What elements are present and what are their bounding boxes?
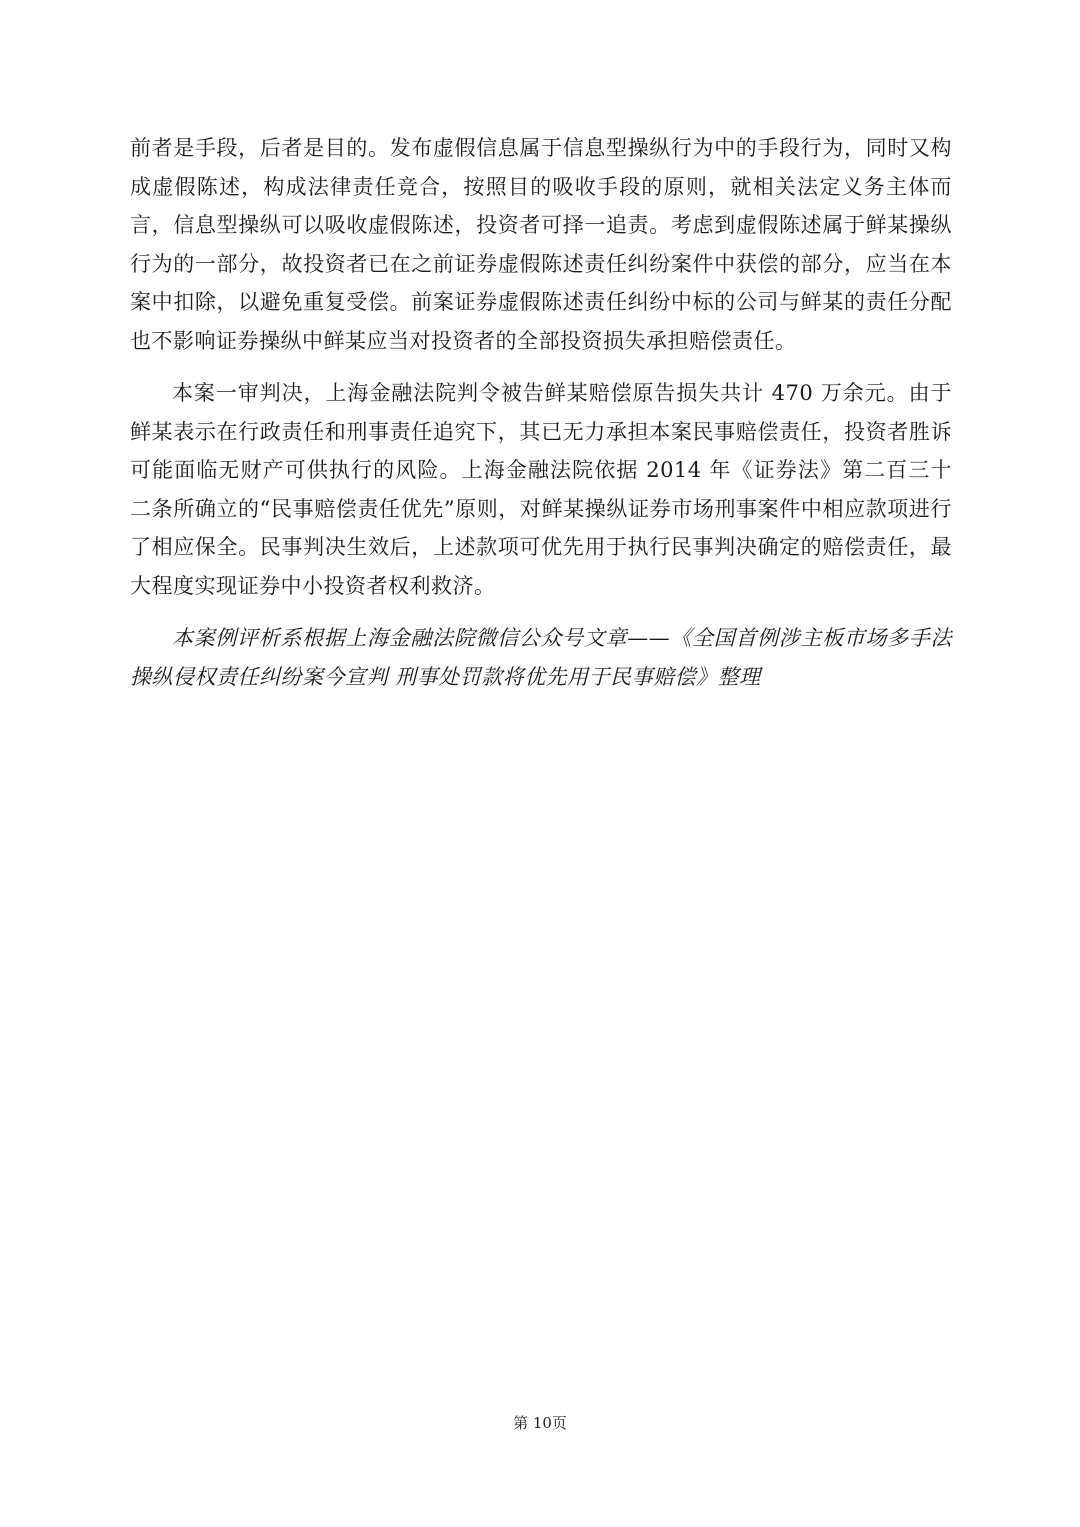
page-number: 第 10页 (513, 1414, 567, 1432)
paragraph-continuation: 前者是手段，后者是目的。发布虚假信息属于信息型操纵行为中的手段行为，同时又构成虚假陈述，构成法律责任竞合，按照目的吸收手段的原则，就相关法定义务主体而言，信息型操纵可以吸收虚假陈述，投资者可择一追责。考虑到虚假陈述属于鲜某操纵行为的一部分，故投资者已在之前证券虚假陈述责任纠纷案件中获偿的部分，应当在本案中扣除，以避免重复受偿。前案证券虚假陈述责任纠纷中标的公司与鲜某的责任分配也不影响证券操纵中鲜某应当对投资者的全部投资损失承担赔偿责任。 (130, 136, 952, 353)
document-body (130, 129, 952, 696)
paragraph-source-note: 本案例评析系根据上海金融法院微信公众号文章——《全国首例涉主板市场多手法操纵侵权责任纠纷案今宣判 刑事处罚款将优先用于民事赔偿》整理 (130, 626, 952, 689)
paragraph-judgment: 本案一审判决，上海金融法院判令被告鲜某赔偿原告损失共计 470 万余元。由于鲜某表示在行政责任和刑事责任追究下，其已无力承担本案民事赔偿责任，投资者胜诉可能面临无财产可供执行的风险。上海金融法院依据 2014 年《证券法》第二百三十二条所确立的“民事赔偿责任优先”原则，对鲜某操纵证券市场刑事案件中相应款项进行了相应保全。民事判决生效后，上述款项可优先用于执行民事判决确定的赔偿责任，最大程度实现证券中小投资者权利救济。 (130, 381, 952, 598)
